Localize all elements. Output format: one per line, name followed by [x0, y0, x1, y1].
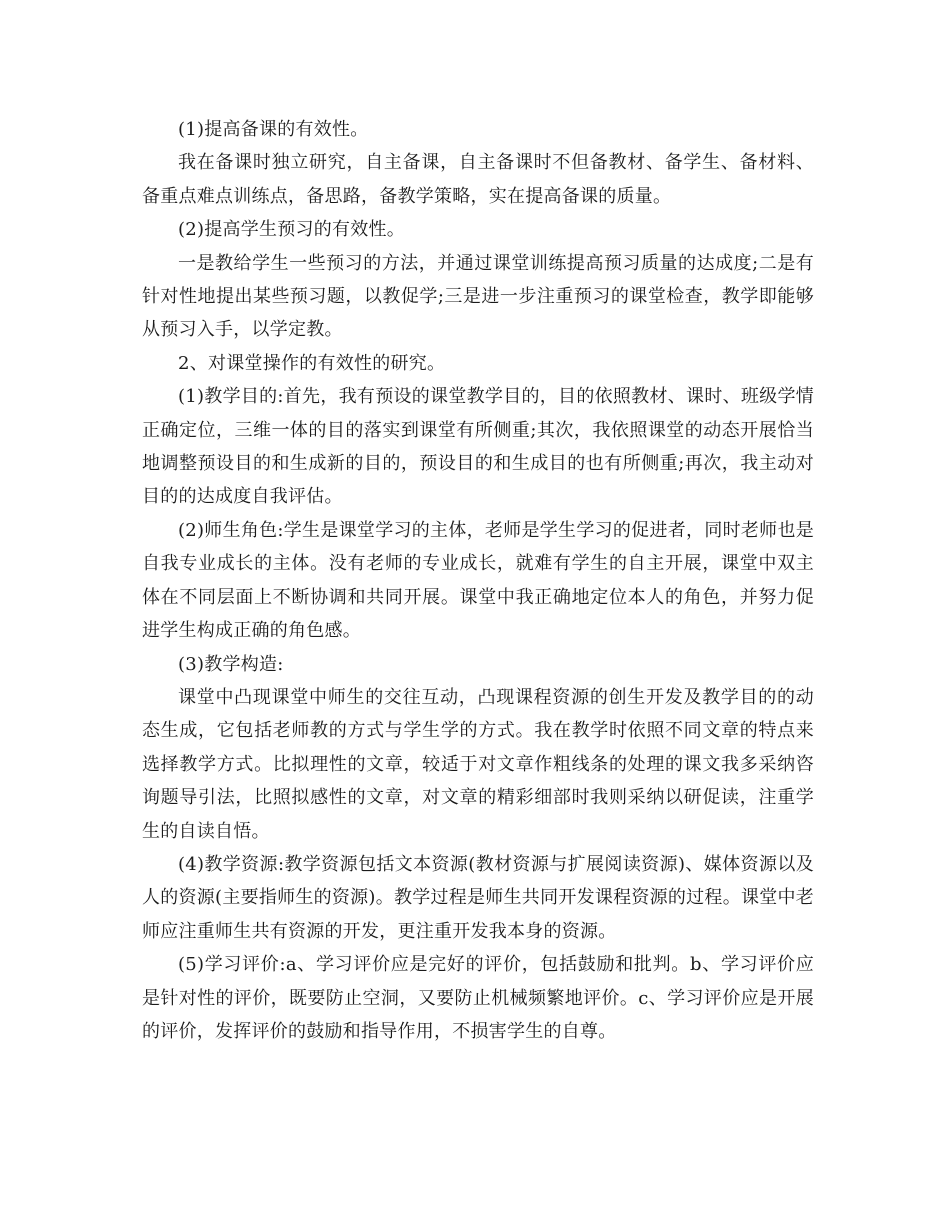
paragraph-9: 课堂中凸现课堂中师生的交往互动，凸现课程资源的创生开发及教学目的的动态生成，它包括老师教的方式与学生学的方式。我在教学时依照不同文章的特点来选择教学方式。比拟理性的文章，较适于对文章作粗线条的处理的课文我多采纳咨询题导引法，比照拟感性的文章，对文章的精彩细部时我则采纳以研促读，注重学生的自读自悟。 — [142, 686, 814, 842]
document-body — [142, 113, 814, 1048]
paragraph-11: (5)学习评价:a、学习评价应是完好的评价，包括鼓励和批判。b、学习评价应是针对性的评价，既要防止空洞，又要防止机械频繁地评价。c、学习评价应是开展的评价，发挥评价的鼓励和指导作用，不损害学生的自尊。 — [142, 954, 814, 1042]
paragraph-2: 我在备课时独立研究，自主备课，自主备课时不但备教材、备学生、备材料、备重点难点训练点，备思路，备教学策略，实在提高备课的质量。 — [142, 152, 814, 207]
paragraph-10: (4)教学资源:教学资源包括文本资源(教材资源与扩展阅读资源)、媒体资源以及人的资源(主要指师生的资源)。教学过程是师生共同开发课程资源的过程。课堂中老师应注重师生共有资源的开发，更注重开发我本身的资源。 — [142, 853, 814, 942]
paragraph-6: (1)教学目的:首先，我有预设的课堂教学目的，目的依照教材、课时、班级学情正确定位，三维一体的目的落实到课堂有所侧重;其次，我依照课堂的动态开展恰当地调整预设目的和生成新的目的，预设目的和生成目的也有所侧重;再次，我主动对目的的达成度自我评估。 — [142, 386, 814, 508]
paragraph-1: (1)提高备课的有效性。 — [178, 119, 369, 140]
paragraph-4: 一是教给学生一些预习的方法，并通过课堂训练提高预习质量的达成度;二是有针对性地提出某些预习题，以教促学;三是进一步注重预习的课堂检查，教学即能够从预习入手，以学定教。 — [142, 252, 814, 341]
paragraph-8: (3)教学构造: — [178, 653, 284, 675]
paragraph-7: (2)师生角色:学生是课堂学习的主体，老师是学生学习的促进者，同时老师也是自我专业成长的主体。没有老师的专业成长，就难有学生的自主开展，课堂中双主体在不同层面上不断协调和共同开展。课堂中我正确地定位本人的角色，并努力促进学生构成正确的角色感。 — [142, 519, 814, 642]
paragraph-3: (2)提高学生预习的有效性。 — [178, 219, 405, 241]
paragraph-5: 2、对课堂操作的有效性的研究。 — [178, 352, 446, 374]
